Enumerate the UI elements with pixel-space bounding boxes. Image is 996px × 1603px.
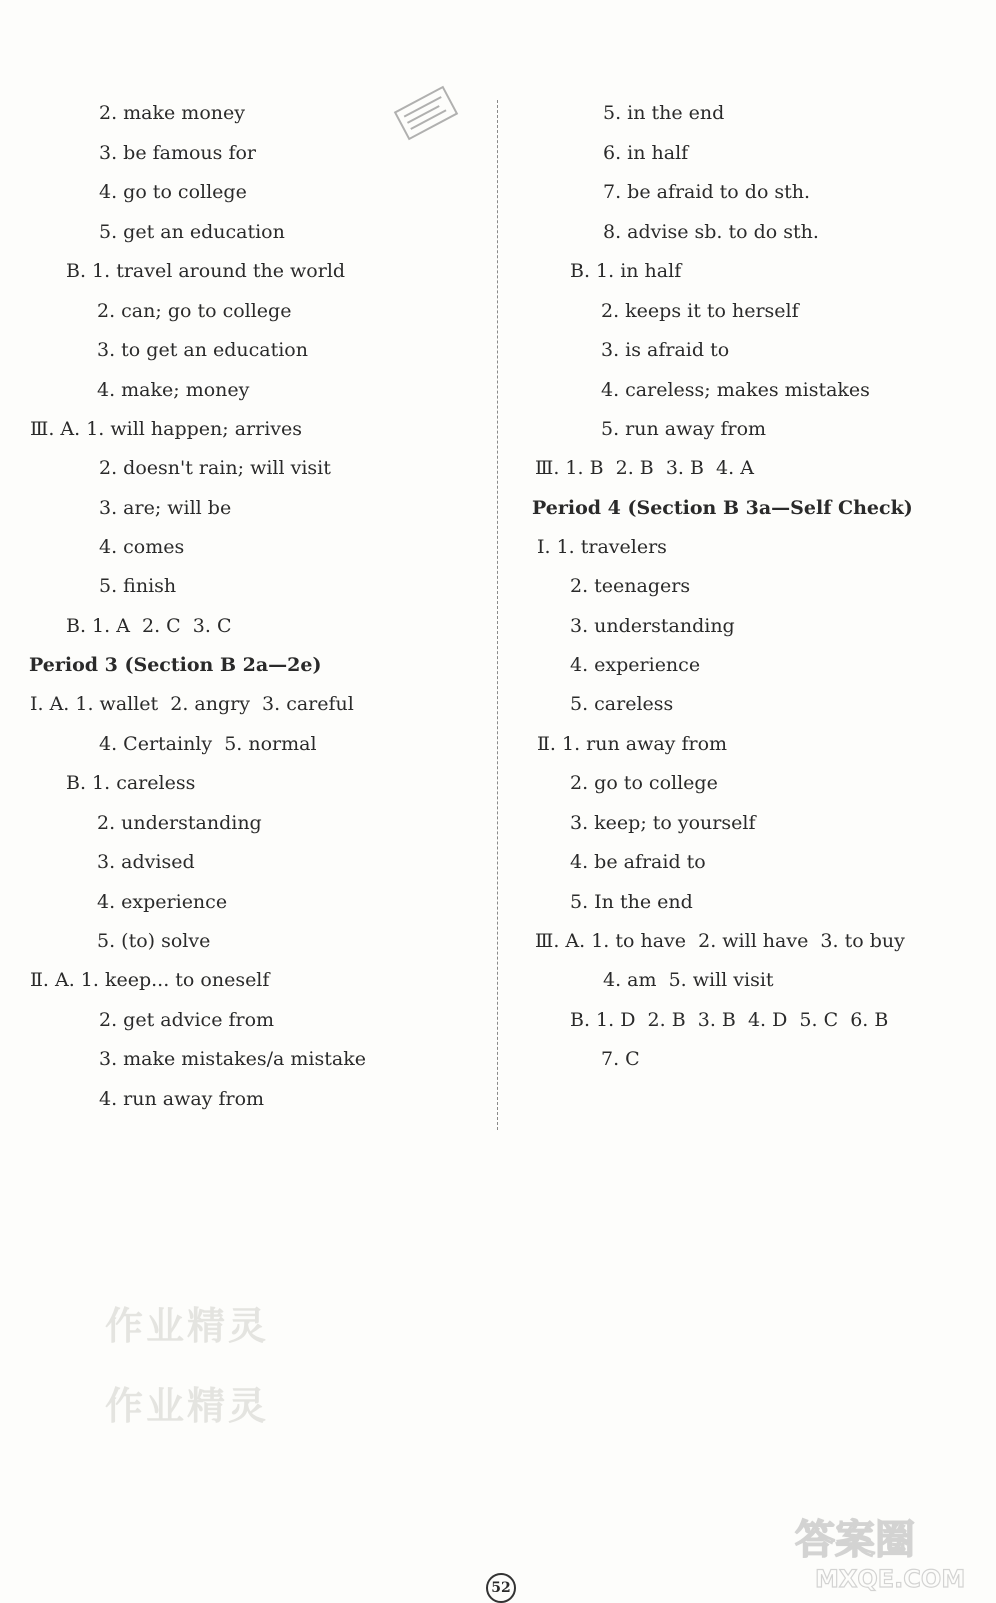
answer-line: 3. be famous for xyxy=(99,142,257,164)
answer-line: 5. finish xyxy=(99,575,177,597)
answer-line: 2. keeps it to herself xyxy=(601,300,799,322)
svg-text:MXQE.COM: MXQE.COM xyxy=(815,1565,966,1593)
answer-line: Ⅱ. A. 1. keep... to oneself xyxy=(30,969,270,991)
answer-line: 2. go to college xyxy=(570,772,718,794)
answer-line: 4. experience xyxy=(97,891,228,913)
answer-line: Ⅲ. A. 1. will happen; arrives xyxy=(30,418,303,440)
answer-line: 3. to get an education xyxy=(97,339,308,361)
answer-line: 2. make money xyxy=(99,102,245,124)
answer-line: Ⅲ. 1. B 2. B 3. B 4. A xyxy=(535,457,754,479)
answer-line: Ⅱ. 1. run away from xyxy=(537,733,728,755)
answer-line: 5. get an education xyxy=(99,221,285,243)
answer-line: 4. experience xyxy=(570,654,701,676)
answer-line: 3. keep; to yourself xyxy=(570,812,756,834)
answer-line: 5. In the end xyxy=(570,891,693,913)
answer-line: 7. C xyxy=(601,1048,640,1070)
answer-line: 5. (to) solve xyxy=(97,930,211,952)
answer-line: 2. get advice from xyxy=(99,1009,275,1031)
answer-line: Ⅰ. 1. travelers xyxy=(537,536,667,558)
answer-line: 3. make mistakes/a mistake xyxy=(99,1048,366,1070)
answer-line: B. 1. in half xyxy=(570,260,682,282)
site-logo xyxy=(775,1505,985,1595)
answer-line: B. 1. careless xyxy=(66,772,196,794)
answer-line: 3. advised xyxy=(97,851,195,873)
watermark: 作业精灵 xyxy=(105,1384,270,1428)
stamp-mark xyxy=(389,80,463,146)
answer-line: 4. make; money xyxy=(97,379,250,401)
answer-line: 3. is afraid to xyxy=(601,339,730,361)
answer-line: 3. understanding xyxy=(570,615,735,637)
answer-line: 2. understanding xyxy=(97,812,262,834)
answer-line: 4. comes xyxy=(99,536,185,558)
answer-line: B. 1. D 2. B 3. B 4. D 5. C 6. B xyxy=(570,1009,889,1031)
section-heading: Period 3 (Section B 2a—2e) xyxy=(29,654,322,676)
answer-line: B. 1. travel around the world xyxy=(66,260,346,282)
answer-line: 5. in the end xyxy=(603,102,725,124)
answer-line: 5. run away from xyxy=(601,418,767,440)
answer-line: Ⅰ. A. 1. wallet 2. angry 3. careful xyxy=(30,693,354,715)
answer-line: 8. advise sb. to do sth. xyxy=(603,221,819,243)
answer-line: 3. are; will be xyxy=(99,497,232,519)
section-heading: Period 4 (Section B 3a—Self Check) xyxy=(532,497,913,519)
svg-text:答案圈: 答案圈 xyxy=(795,1517,915,1563)
answer-line: 6. in half xyxy=(603,142,689,164)
answer-line: 2. can; go to college xyxy=(97,300,292,322)
answer-line: 4. Certainly 5. normal xyxy=(99,733,317,755)
watermark: 作业精灵 xyxy=(105,1304,270,1348)
answer-line: 4. run away from xyxy=(99,1088,265,1110)
answer-line: 7. be afraid to do sth. xyxy=(603,181,811,203)
column-divider xyxy=(497,100,498,1130)
answer-line: 2. doesn't rain; will visit xyxy=(99,457,331,479)
answer-line: Ⅲ. A. 1. to have 2. will have 3. to buy xyxy=(535,930,905,952)
answer-line: 2. teenagers xyxy=(570,575,691,597)
answer-line: 4. go to college xyxy=(99,181,247,203)
page-number: 52 xyxy=(486,1573,516,1603)
answer-line: B. 1. A 2. C 3. C xyxy=(66,615,232,637)
answer-line: 4. be afraid to xyxy=(570,851,706,873)
answer-line: 4. am 5. will visit xyxy=(603,969,774,991)
answer-line: 4. careless; makes mistakes xyxy=(601,379,870,401)
answer-line: 5. careless xyxy=(570,693,674,715)
